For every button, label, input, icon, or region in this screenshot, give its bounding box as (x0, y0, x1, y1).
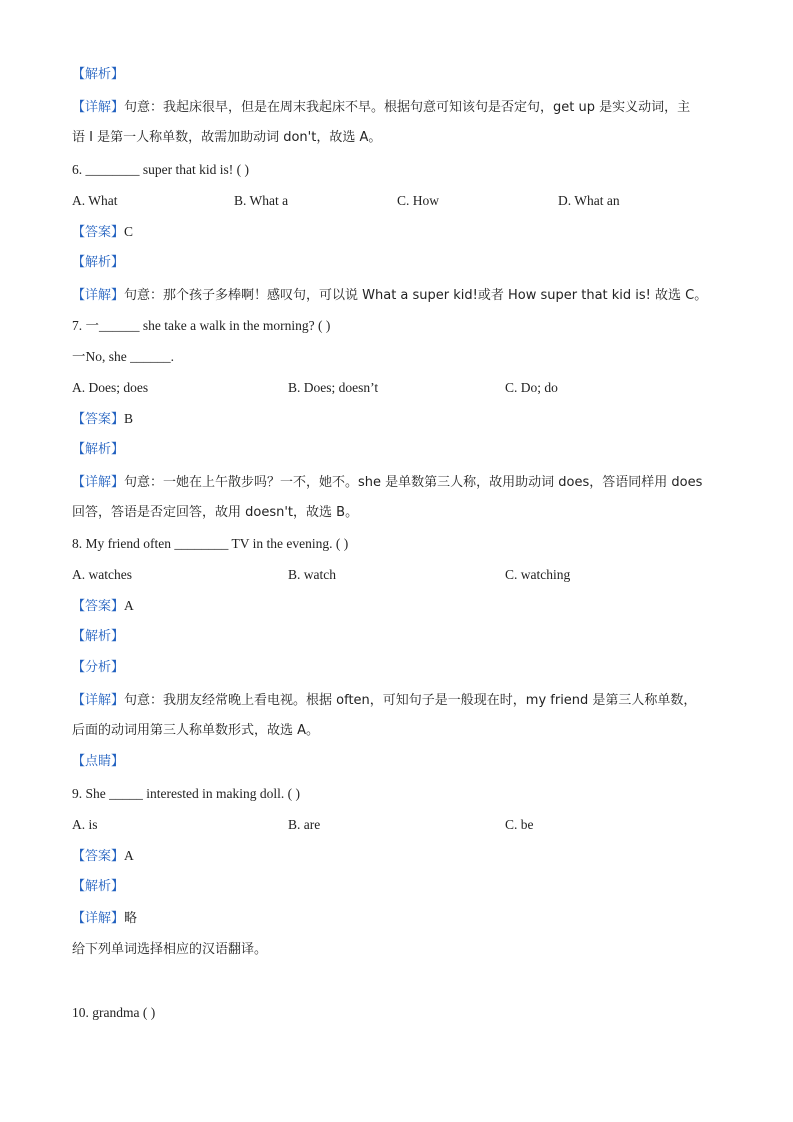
q6-option-c: C. How (397, 193, 440, 208)
q8-detail (72, 691, 696, 710)
q8-option-b: B. watch (288, 567, 336, 582)
q8-detail-cont: 后面的动词用第三人称单数形式，故选 A。 (72, 723, 320, 738)
detail-tag: 【详解】 (72, 100, 125, 115)
q7-answer (72, 410, 133, 429)
q7-option-a: A. Does; does (72, 380, 149, 395)
q8-tip-heading: 【点睛】 (72, 754, 125, 769)
detail-text: 句意：那个孩子多棒啊！感叹句，可以说 What a super kid!或者 How super that kid is! 故选 C。 (124, 288, 708, 303)
detail-text: 句意：我起床很早，但是在周末我起床不早。根据句意可知该句是否定句，get up 是实义动词，主 (124, 100, 691, 115)
q7-detail-cont: 回答，答语是否定回答，故用 doesn't，故选 B。 (72, 505, 359, 520)
q8-analysis-heading: 【解析】 (72, 629, 125, 644)
q9-analysis-heading: 【解析】 (72, 879, 125, 894)
q9-option-b: B. are (288, 817, 321, 832)
question-10: 10. grandma ( ) (72, 1005, 156, 1020)
q7-detail (72, 473, 702, 492)
q6-option-b: B. What a (234, 193, 289, 208)
detail-text: 略 (124, 911, 138, 926)
section-instruction: 给下列单词选择相应的汉语翻译。 (72, 942, 268, 957)
q9-detail (72, 909, 137, 928)
answer-tag: 【答案】 (72, 412, 125, 427)
q8-option-c: C. watching (505, 567, 571, 582)
detail-line (72, 98, 690, 117)
analysis-heading: 【解析】 (72, 67, 125, 82)
q6-answer (72, 223, 133, 242)
q6-option-d: D. What an (558, 193, 620, 208)
detail-tag: 【详解】 (72, 693, 125, 708)
answer-value: B (124, 411, 134, 426)
detail-tag: 【详解】 (72, 475, 125, 490)
q9-answer (72, 847, 134, 866)
detail-text: 句意：我朋友经常晚上看电视。根据 often，可知句子是一般现在时，my friend 是第三人称单数， (124, 693, 697, 708)
q8-answer (72, 597, 134, 616)
question-9: 9. She _____ interested in making doll. ( ) (72, 786, 300, 801)
q8-option-a: A. watches (72, 567, 132, 582)
q7-option-b: B. Does; doesn’t (288, 380, 379, 395)
q7-analysis-heading: 【解析】 (72, 442, 125, 457)
detail-tag: 【详解】 (72, 288, 125, 303)
q8-analysis-sub-heading: 【分析】 (72, 660, 125, 675)
detail-text-cont: 语 I 是第一人称单数，故需加助动词 don't，故选 A。 (72, 130, 382, 145)
q7-option-c: C. Do; do (505, 380, 558, 395)
answer-value: A (124, 848, 134, 863)
q9-option-a: A. is (72, 817, 98, 832)
question-7: 7. 一______ she take a walk in the morning? ( ) (72, 318, 331, 333)
answer-value: A (124, 598, 134, 613)
answer-value: C (124, 224, 134, 239)
q9-option-c: C. be (505, 817, 534, 832)
detail-tag: 【详解】 (72, 911, 125, 926)
answer-tag: 【答案】 (72, 849, 125, 864)
question-7-reply: 一No, she ______. (72, 349, 174, 364)
detail-text: 句意：一她在上午散步吗？一不，她不。she 是单数第三人称，故用助动词 does，答语同样用 does (124, 475, 703, 490)
answer-tag: 【答案】 (72, 225, 125, 240)
q6-detail (72, 286, 707, 305)
question-6: 6. ________ super that kid is! ( ) (72, 162, 249, 177)
answer-tag: 【答案】 (72, 599, 125, 614)
question-8: 8. My friend often ________ TV in the evening. ( ) (72, 536, 349, 551)
q6-option-a: A. What (72, 193, 118, 208)
q6-analysis-heading: 【解析】 (72, 255, 125, 270)
